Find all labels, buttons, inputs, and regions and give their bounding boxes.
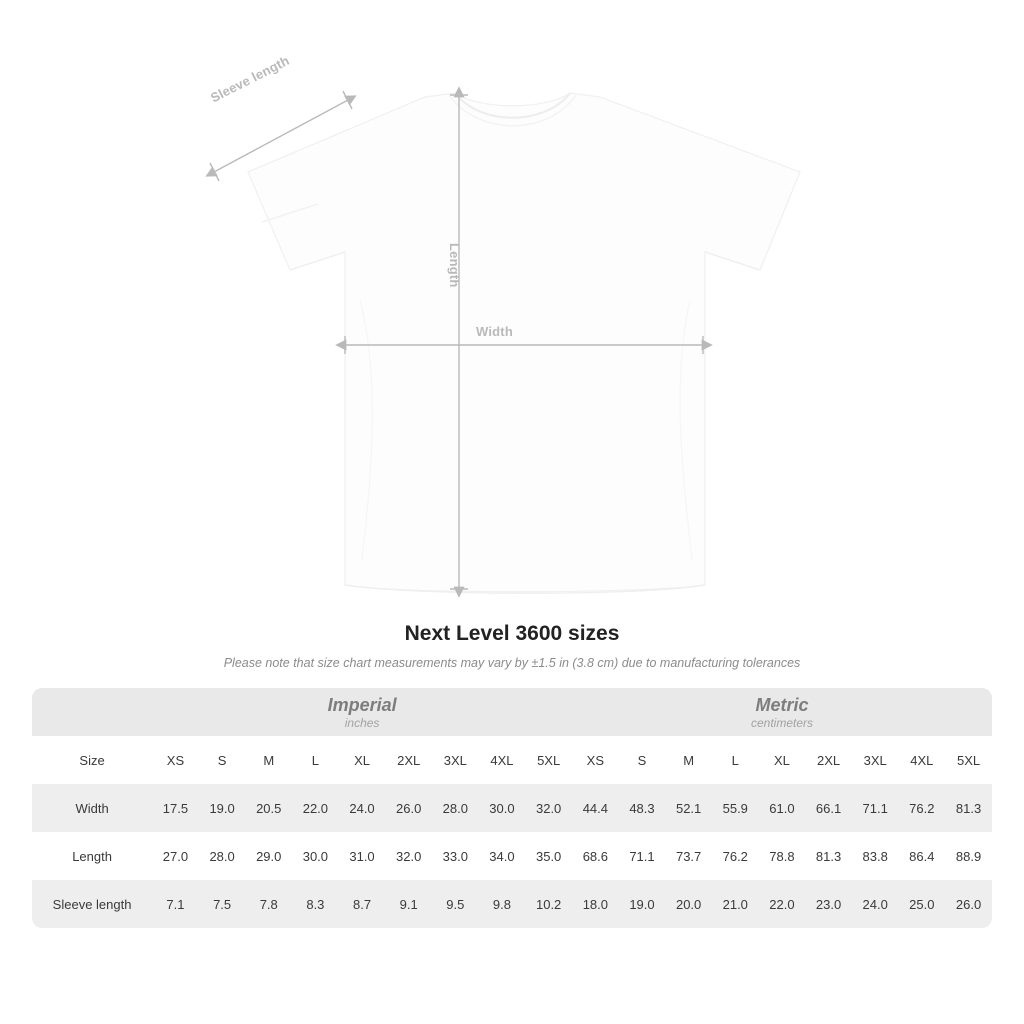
cell-width-imperial-4xl: 30.0 xyxy=(479,784,526,832)
cell-length-imperial-2xl: 32.0 xyxy=(385,832,432,880)
cell-length-metric-m: 73.7 xyxy=(665,832,712,880)
cell-width-metric-m: 52.1 xyxy=(665,784,712,832)
cell-length-imperial-4xl: 34.0 xyxy=(479,832,526,880)
title-block xyxy=(0,622,1024,670)
cell-length-metric-xl: 78.8 xyxy=(759,832,806,880)
cell-sleeve-imperial-5xl: 10.2 xyxy=(525,880,572,928)
group-unit-metric: centimeters xyxy=(751,716,814,731)
column-header-imperial-xs: XS xyxy=(152,736,199,784)
cell-sleeve-metric-m: 20.0 xyxy=(665,880,712,928)
cell-width-imperial-xs: 17.5 xyxy=(152,784,199,832)
table-row xyxy=(32,880,992,928)
cell-sleeve-metric-3xl: 24.0 xyxy=(852,880,899,928)
column-header-imperial-4xl: 4XL xyxy=(479,736,526,784)
column-header-imperial-2xl: 2XL xyxy=(385,736,432,784)
cell-sleeve-metric-4xl: 25.0 xyxy=(899,880,946,928)
column-header-metric-2xl: 2XL xyxy=(805,736,852,784)
cell-length-imperial-3xl: 33.0 xyxy=(432,832,479,880)
table-row xyxy=(32,832,992,880)
cell-width-metric-4xl: 76.2 xyxy=(899,784,946,832)
cell-width-imperial-l: 22.0 xyxy=(292,784,339,832)
cell-width-metric-l: 55.9 xyxy=(712,784,759,832)
cell-width-imperial-3xl: 28.0 xyxy=(432,784,479,832)
cell-length-metric-s: 71.1 xyxy=(619,832,666,880)
length-label: Length xyxy=(447,243,462,288)
column-header-size: Size xyxy=(32,736,152,784)
column-header-metric-3xl: 3XL xyxy=(852,736,899,784)
page-title: Next Level 3600 sizes xyxy=(404,622,620,645)
cell-width-imperial-5xl: 32.0 xyxy=(525,784,572,832)
column-header-metric-xl: XL xyxy=(759,736,806,784)
cell-length-imperial-l: 30.0 xyxy=(292,832,339,880)
size-chart-table-wrap xyxy=(32,688,992,928)
column-header-imperial-s: S xyxy=(199,736,246,784)
cell-width-imperial-2xl: 26.0 xyxy=(385,784,432,832)
cell-sleeve-imperial-xl: 8.7 xyxy=(339,880,386,928)
cell-length-imperial-s: 28.0 xyxy=(199,832,246,880)
cell-length-imperial-m: 29.0 xyxy=(245,832,292,880)
group-title-metric: Metric xyxy=(755,694,809,715)
column-header-metric-xs: XS xyxy=(572,736,619,784)
cell-sleeve-imperial-2xl: 9.1 xyxy=(385,880,432,928)
column-header-imperial-l: L xyxy=(292,736,339,784)
cell-sleeve-metric-xl: 22.0 xyxy=(759,880,806,928)
cell-sleeve-imperial-3xl: 9.5 xyxy=(432,880,479,928)
row-label-width: Width xyxy=(32,784,152,832)
table-row xyxy=(32,784,992,832)
cell-sleeve-imperial-xs: 7.1 xyxy=(152,880,199,928)
cell-width-metric-3xl: 71.1 xyxy=(852,784,899,832)
row-label-length: Length xyxy=(32,832,152,880)
row-label-sleeve-length: Sleeve length xyxy=(32,880,152,928)
cell-sleeve-metric-5xl: 26.0 xyxy=(945,880,992,928)
cell-width-imperial-xl: 24.0 xyxy=(339,784,386,832)
cell-width-imperial-s: 19.0 xyxy=(199,784,246,832)
column-header-metric-l: L xyxy=(712,736,759,784)
cell-sleeve-metric-s: 19.0 xyxy=(619,880,666,928)
column-header-imperial-5xl: 5XL xyxy=(525,736,572,784)
group-title-imperial: Imperial xyxy=(327,694,397,715)
cell-width-metric-5xl: 81.3 xyxy=(945,784,992,832)
group-header-metric xyxy=(572,688,992,736)
column-header-metric-5xl: 5XL xyxy=(945,736,992,784)
cell-width-metric-2xl: 66.1 xyxy=(805,784,852,832)
cell-sleeve-metric-xs: 18.0 xyxy=(572,880,619,928)
cell-width-metric-xs: 44.4 xyxy=(572,784,619,832)
cell-sleeve-imperial-4xl: 9.8 xyxy=(479,880,526,928)
column-header-metric-s: S xyxy=(619,736,666,784)
column-header-imperial-xl: XL xyxy=(339,736,386,784)
cell-length-imperial-xl: 31.0 xyxy=(339,832,386,880)
column-header-imperial-m: M xyxy=(245,736,292,784)
width-label: Width xyxy=(476,324,513,339)
cell-sleeve-metric-l: 21.0 xyxy=(712,880,759,928)
cell-sleeve-imperial-l: 8.3 xyxy=(292,880,339,928)
cell-width-metric-s: 48.3 xyxy=(619,784,666,832)
cell-length-metric-4xl: 86.4 xyxy=(899,832,946,880)
group-header-spacer xyxy=(32,688,152,736)
group-header-imperial xyxy=(152,688,572,736)
cell-length-imperial-xs: 27.0 xyxy=(152,832,199,880)
cell-sleeve-imperial-m: 7.8 xyxy=(245,880,292,928)
table-size-header-row xyxy=(32,736,992,784)
size-chart-table xyxy=(32,688,992,928)
cell-length-imperial-5xl: 35.0 xyxy=(525,832,572,880)
table-group-header-row xyxy=(32,688,992,736)
cell-length-metric-xs: 68.6 xyxy=(572,832,619,880)
cell-width-metric-xl: 61.0 xyxy=(759,784,806,832)
group-unit-imperial: inches xyxy=(344,716,380,731)
column-header-imperial-3xl: 3XL xyxy=(432,736,479,784)
cell-sleeve-metric-2xl: 23.0 xyxy=(805,880,852,928)
cell-sleeve-imperial-s: 7.5 xyxy=(199,880,246,928)
cell-length-metric-3xl: 83.8 xyxy=(852,832,899,880)
cell-length-metric-l: 76.2 xyxy=(712,832,759,880)
cell-length-metric-2xl: 81.3 xyxy=(805,832,852,880)
column-header-metric-4xl: 4XL xyxy=(899,736,946,784)
column-header-metric-m: M xyxy=(665,736,712,784)
cell-width-imperial-m: 20.5 xyxy=(245,784,292,832)
cell-length-metric-5xl: 88.9 xyxy=(945,832,992,880)
tolerance-note: Please note that size chart measurements may vary by ±1.5 in (3.8 cm) due to manufacturing tolerances xyxy=(223,656,801,670)
tshirt-shape xyxy=(248,93,800,593)
sleeve-length-label: Sleeve length xyxy=(208,52,292,106)
